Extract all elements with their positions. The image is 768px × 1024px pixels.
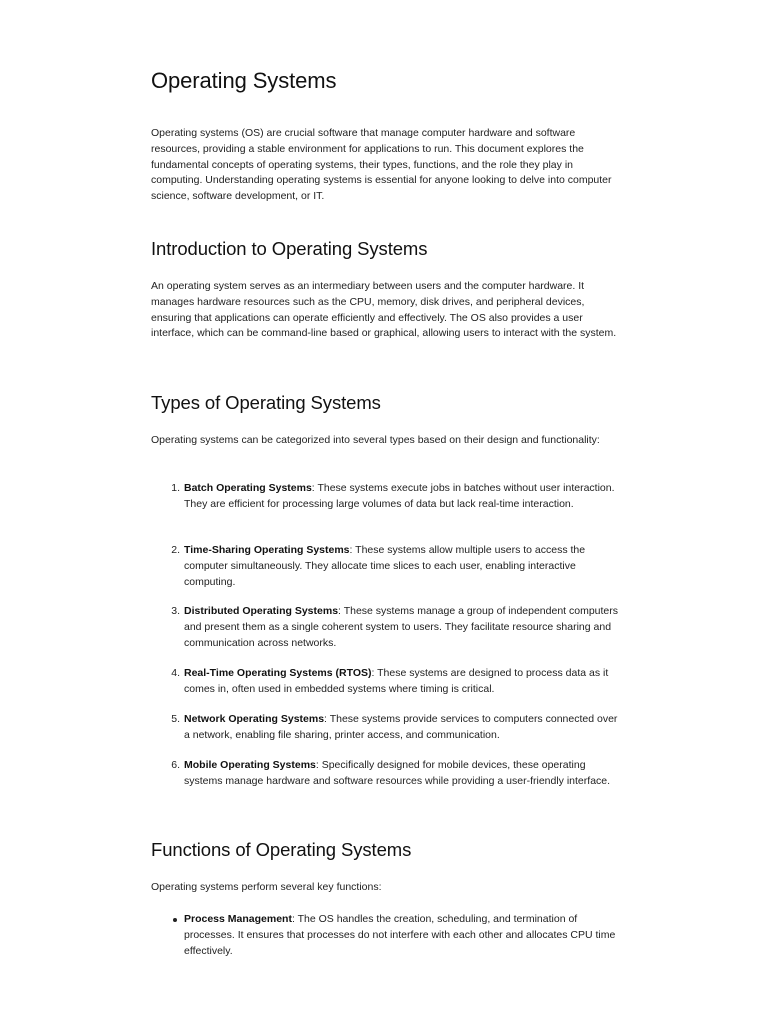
list-item-desc: : These systems provide services to computers connected over a network, enabling file sharing, printer access, and communication. (184, 713, 618, 741)
list-item (151, 712, 621, 744)
list-item-term: Mobile Operating Systems (184, 759, 316, 771)
list-item-desc: : The OS handles the creation, scheduling, and termination of processes. It ensures that processes do not interfere with each other and allocates CPU time effectively. (184, 913, 616, 957)
section-heading-types: Types of Operating Systems (151, 392, 381, 413)
functions-paragraph: Operating systems perform several key functions: (151, 881, 382, 893)
types-paragraph: Operating systems can be categorized into several types based on their design and functionality: (151, 434, 600, 446)
list-marker: 1. (171, 482, 180, 494)
list-item (151, 604, 621, 651)
list-marker: 3. (171, 605, 180, 617)
list-marker: 5. (171, 713, 180, 725)
list-marker: 2. (171, 544, 180, 556)
list-item (151, 666, 621, 698)
list-item-term: Time-Sharing Operating Systems (184, 544, 350, 556)
list-item-desc: : These systems are designed to process data as it comes in, often used in embedded systems where timing is critical. (184, 667, 609, 695)
page-title: Operating Systems (151, 68, 337, 93)
section-heading-introduction: Introduction to Operating Systems (151, 238, 428, 259)
list-item (151, 543, 621, 590)
introduction-paragraph: An operating system serves as an intermediary between users and the computer hardware. It manages hardware resources such as the CPU, memory, disk drives, and peripheral devices, ensuring that applications can operate efficiently and effectively. The OS also provides a user interface, which can be command-line based or graphical, allowing users to interact with the system. (151, 280, 617, 340)
list-item-term: Batch Operating Systems (184, 482, 312, 494)
list-item (151, 758, 621, 790)
list-item-desc: : These systems manage a group of independent computers and present them as a single coherent system to users. They facilitate resource sharing and communication across networks. (184, 605, 619, 649)
bullet-marker (173, 918, 177, 922)
list-item-term: Network Operating Systems (184, 713, 325, 725)
list-item-term: Process Management (184, 913, 292, 925)
list-item-term: Distributed Operating Systems (184, 605, 339, 617)
list-marker: 6. (171, 759, 180, 771)
section-heading-functions: Functions of Operating Systems (151, 839, 412, 860)
list-item (151, 912, 621, 959)
list-item-desc: : These systems allow multiple users to access the computer simultaneously. They allocate time slices to each user, enabling interactive computing. (184, 544, 586, 588)
list-marker: 4. (171, 667, 180, 679)
list-item-desc: : Specifically designed for mobile devices, these operating systems manage hardware and software resources while providing a user-friendly interface. (184, 759, 611, 787)
intro-paragraph: Operating systems (OS) are crucial software that manage computer hardware and software resources, providing a stable environment for applications to run. This document explores the fundamental concepts of operating systems, their types, functions, and the role they play in computing. Understanding operating systems is essential for anyone looking to delve into computer science, software development, or IT. (151, 127, 612, 203)
list-item-term: Real-Time Operating Systems (RTOS) (184, 667, 372, 679)
list-item (151, 481, 621, 513)
list-item-desc: : These systems execute jobs in batches without user interaction. They are efficient for processing large volumes of data but lack real-time interaction. (184, 482, 615, 510)
